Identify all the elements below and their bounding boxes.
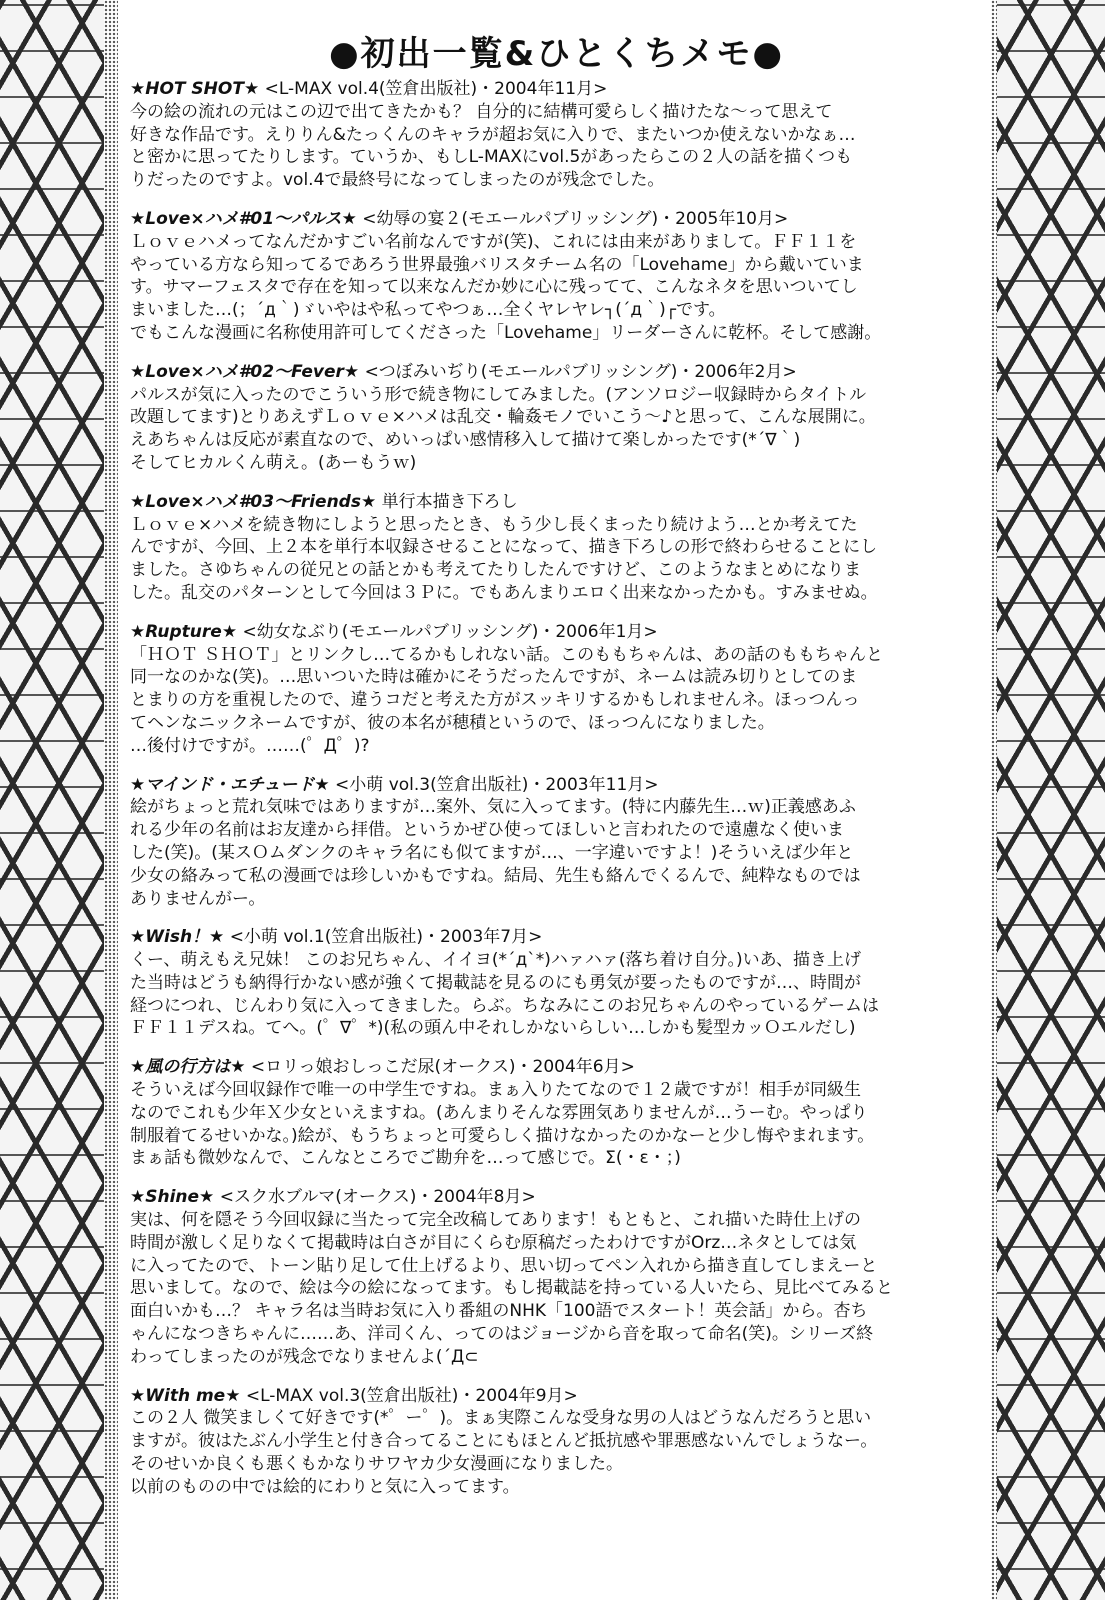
entry-heading xyxy=(130,78,983,101)
entry-title: ★Shine★ xyxy=(130,1187,215,1208)
entry-source: <L-MAX vol.4(笠倉出版社)・2004年11月> xyxy=(264,79,608,99)
entry-title: ★マインド・エチュード★ xyxy=(130,774,330,795)
entry-with-me xyxy=(130,1385,983,1499)
entry-heading xyxy=(130,361,983,384)
entry-body: くー、萌えもえ兄妹！ このお兄ちゃん、イイヨ(*´д`*)ハァハァ(落ち着け自分。)いあ、描き上げ た当時はどうも納得行かない感が強くて掲載誌を見るのにも勇気が要ったものですが…、時間が 経つにつれ、じんわり気に入ってきました。らぶ。ちなみにこのお兄ちゃんのやっているゲームは ＦＦ１１デスね。てへ。(゜∇゜*)(私の頭ん中それしかないらしい…しかも髪型カッＯエルだし) xyxy=(130,950,880,1039)
entry-heading xyxy=(130,1186,983,1209)
entry-source: <ロリっ娘おしっこだ尿(オークス)・2004年6月> xyxy=(250,1057,635,1078)
entry-title: ★Love×ハメ#03～Friends★ xyxy=(130,491,377,512)
entry-kaze-no-yukue xyxy=(130,1056,983,1170)
entry-body: 今の絵の流れの元はこの辺で出てきたかも？ 自分的に結構可愛らしく描けたな～って思えて 好きな作品です。えりりん&たっくんのキャラが超お気に入りで、またいつか使えないかなぁ… と密かに思ってたりします。ていうか、もしL-MAXにvol.5があったらこの２人の話を描くつも りだったのですよ。vol.4で最終号になってしまったのが残念でした。 xyxy=(130,101,856,191)
entry-heading xyxy=(130,926,983,949)
entry-love-hame-01 xyxy=(130,208,983,345)
entry-heading xyxy=(130,208,983,231)
entry-hot-shot xyxy=(130,78,983,192)
entry-body: この２人 微笑ましくて好きです(*゜ー゜)。まぁ実際こんな受身な男の人はどうなんだろうと思い ますが。彼はたぶん小学生と付き合ってることにもほとんど抵抗感や罪悪感ないんでしょうなー。 そのせいか良くも悪くもかなりサワヤカ少女漫画になりました。 以前のものの中では絵的にわりと気に入ってます。 xyxy=(130,1408,878,1497)
entry-heading xyxy=(130,774,983,797)
entry-body: Ｌｏｖｅハメってなんだかすごい名前なんですが(笑)、これには由来がありまして。ＦＦ１１を やっている方なら知ってるであろう世界最強バリスタチーム名の「Lovehame」から戴いていま す。サマーフェスタで存在を知って以来なんだか妙に心に残ってて、こんなネタを思いついてし まいました…(；´д｀)ゞいやはや私ってやつぁ…全くヤレヤレ┐(´д｀)┌です。 でもこんな漫画に名称使用許可してくださった「Lovehame」リーダーさんに乾杯。そして感謝。 xyxy=(130,231,882,343)
decorative-border-right xyxy=(997,0,1105,1600)
entry-love-hame-02 xyxy=(130,361,983,475)
dotted-strip-left xyxy=(104,0,118,1600)
entry-title: ★With me★ xyxy=(130,1385,241,1406)
entry-source: <幼女なぶり(モエールパブリッシング)・2006年1月> xyxy=(242,621,658,642)
entry-rupture xyxy=(130,621,983,758)
entry-body: Ｌｏｖｅ×ハメを続き物にしようと思ったとき、もう少し長くまったり続けよう…とか考えてた んですが、今回、上２本を単行本収録させることになって、描き下ろしの形で終わらせることにし ました。さゆちゃんの従兄との話とかも考えてたりしたんですけど、このようなまとめになりま した。乱交のパターンとして今回は３Ｐに。でもあんまりエロく出来なかったかも。すみませぬ。 xyxy=(130,514,878,603)
entry-heading xyxy=(130,1385,983,1408)
entry-body: 「ＨＯＴ ＳＨＯＴ」とリンクし…てるかもしれない話。このももちゃんは、あの話のももちゃんと 同一なのかな(笑)。…思いついた時は確かにそうだったんですが、ネームは読み切りとしてのま とまりの方を重視したので、違うコだと考えた方がスッキリするかもしれませんネ。ほっつんっ てヘンなニックネームですが、彼の本名が穂積というので、ほっつんになりました。 …後付けですが。……(゜Д゜)? xyxy=(130,644,884,756)
entry-mind-etude xyxy=(130,774,983,911)
entry-title: ★Love×ハメ#02～Fever★ xyxy=(130,361,360,382)
entry-source: 単行本描き下ろし xyxy=(381,491,518,512)
entry-title: ★HOT SHOT★ xyxy=(130,79,260,99)
entry-body: パルスが気に入ったのでこういう形で続き物にしてみました。(アンソロジー収録時からタイトル 改題してます)とりあえずＬｏｖｅ×ハメは乱交・輪姦モノでいこう～♪と思って、こんな展開に。 えあちゃんは反応が素直なので、めいっぱい感情移入して描けて楽しかったです(*´∇｀) そしてヒカルくん萌え。(あーもうｗ) xyxy=(130,384,876,473)
text-panel xyxy=(122,0,991,1600)
entry-title: ★風の行方は★ xyxy=(130,1057,246,1078)
notes-list xyxy=(130,78,983,1515)
entry-title: ★Love×ハメ#01～パルス★ xyxy=(130,208,357,229)
entry-title: ★Wish！★ xyxy=(130,927,225,948)
entry-heading xyxy=(130,491,983,514)
entry-love-hame-03 xyxy=(130,491,983,605)
entry-source: <小萌 vol.1(笠倉出版社)・2003年7月> xyxy=(229,927,543,948)
entry-source: <幼辱の宴２(モエールパブリッシング)・2005年10月> xyxy=(362,208,789,229)
entry-body: 実は、何を隠そう今回収録に当たって完全改稿してあります！もともと、これ描いた時仕上げの 時間が激しく足りなくて掲載時は白さが目にくらむ原稿だったわけですがOrz…ネタとしては気 に入ってたので、トーン貼り足して仕上げるより、思い切ってペン入れから描き直してしまえーと 思いまして。なので、絵は今の絵になってます。もし掲載誌を持っている人いたら、見比べてみると 面白いかも…？ キャラ名は当時お気に入り番組のNHK「100語でスタート！英会話」から。杏ち ゃんになつきちゃんに……あ、洋司くん、ってのはジョージから音を取って命名(笑)。シリーズ終 わってしまったのが残念でなりませんよ(´Д⊂ xyxy=(130,1210,893,1367)
entry-body: 絵がちょっと荒れ気味ではありますが…案外、気に入ってます。(特に内藤先生…ｗ)正義感あふ れる少年の名前はお友達から拝借。というかぜひ使ってほしいと言われたので遠慮なく使いま した(笑)。(某スＯムダンクのキャラ名にも似てますが…、一字違いですよ！)そういえば少年と 少女の絡みって私の漫画では珍しいかもですね。結局、先生も絡んでくるんで、純粋なものでは ありませんがー。 xyxy=(130,797,861,909)
page-title: ●初出一覧&ひとくちメモ● xyxy=(329,34,784,74)
entry-heading xyxy=(130,1056,983,1079)
entry-shine xyxy=(130,1186,983,1368)
entry-heading xyxy=(130,621,983,644)
entry-source: <スク水ブルマ(オークス)・2004年8月> xyxy=(219,1187,536,1208)
entry-source: <L-MAX vol.3(笠倉出版社)・2004年9月> xyxy=(245,1385,578,1406)
entry-source: <小萌 vol.3(笠倉出版社)・2003年11月> xyxy=(335,774,659,795)
entry-title: ★Rupture★ xyxy=(130,621,238,642)
entry-wish xyxy=(130,926,983,1040)
decorative-border-left xyxy=(0,0,118,1600)
entry-body: そういえば今回収録作で唯一の中学生ですね。まぁ入りたてなので１２歳ですが！相手が同級生 なのでこれも少年Ｘ少女といえますね。(あんまりそんな雰囲気ありませんが…うーむ。やっぱり 制服着てるせいかな。)絵が、もうちょっと可愛らしく描けなかったのかなーと少し悔やまれます。 まぁ話も微妙なんで、こんなところでご勘弁を…って感じで。Σ(・ε・；) xyxy=(130,1080,875,1169)
entry-source: <つぼみいぢり(モエールパブリッシング)・2006年2月> xyxy=(364,361,797,382)
